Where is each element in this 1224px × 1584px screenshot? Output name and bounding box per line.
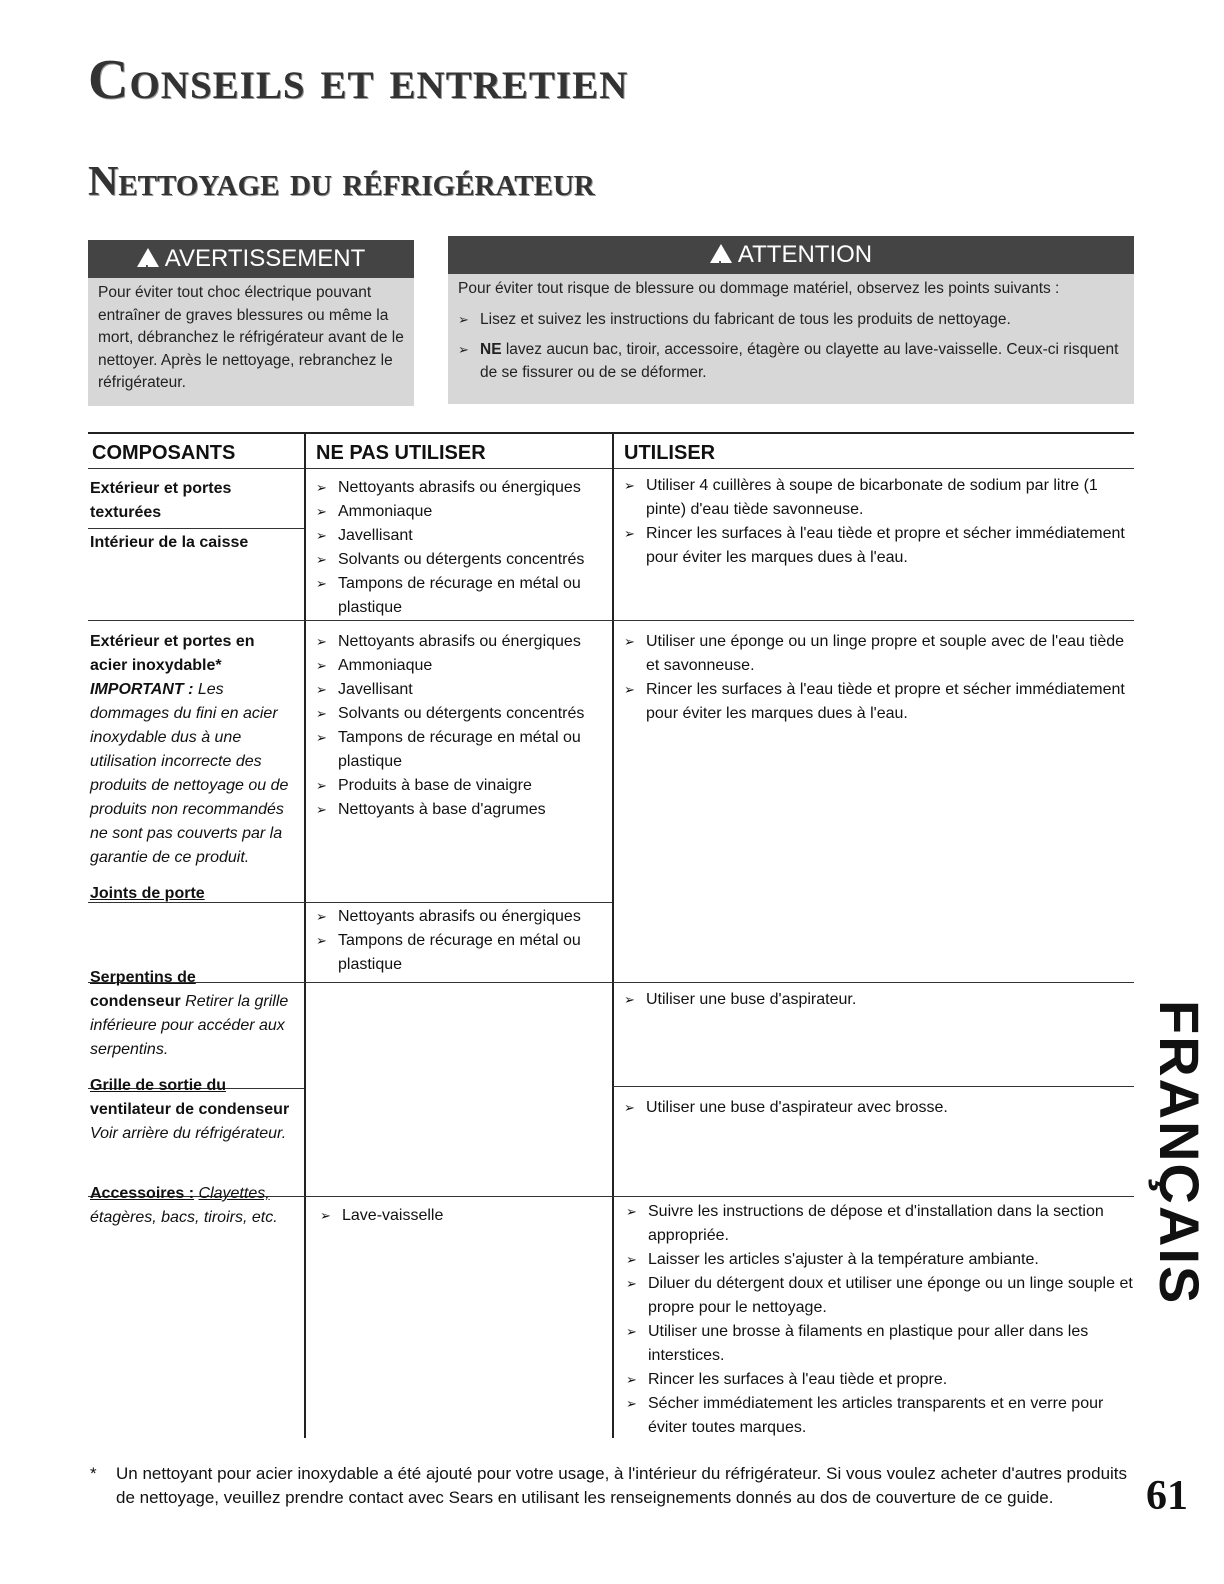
list-item: ➢ Nettoyants à base d'agrumes xyxy=(316,798,601,822)
caution-box xyxy=(448,236,1134,404)
use-list xyxy=(624,1096,1134,1120)
list-item: ➢ Javellisant xyxy=(316,524,601,548)
list-item: ➢ Utiliser une éponge ou un linge propre et souple avec de l'eau tiède et savonneuse. xyxy=(624,630,1134,678)
caution-bullet: ➢ Lisez et suivez les instructions du fabricant de tous les produits de nettoyage. xyxy=(458,309,1124,332)
caution-icon xyxy=(710,244,732,263)
dont-use-list xyxy=(316,476,601,620)
caution-bullet xyxy=(458,339,1124,384)
header-composants: COMPOSANTS xyxy=(92,442,236,464)
component-name-cont: ventilateur de condenseur xyxy=(90,1101,290,1118)
footnote-star: * xyxy=(90,1464,97,1483)
caution-bold-ne: NE xyxy=(480,341,502,358)
important-label: IMPORTANT : xyxy=(90,681,194,698)
list-item: ➢ Produits à base de vinaigre xyxy=(316,774,601,798)
row-rule xyxy=(88,528,304,529)
component-cell xyxy=(90,630,296,870)
component-name: Grille de sortie du xyxy=(90,1077,227,1094)
page-title: Conseils et entretien xyxy=(88,49,629,111)
list-item: ➢ Rincer les surfaces à l'eau tiède et propre et sécher immédiatement pour éviter les marques dues à l'eau. xyxy=(624,678,1134,726)
row-rule xyxy=(612,1086,1134,1087)
component-name-cont: condenseur xyxy=(90,993,181,1010)
list-item: ➢ Tampons de récurage en métal ou plastique xyxy=(316,726,601,774)
component-note: Les dommages du fini en acier inoxydable dus à une utilisation incorrecte des produits de nettoyage ou de produits non recommandés ne sont pas couverts par la garantie de ce produit. xyxy=(90,681,289,866)
component-note: étagères, bacs, tiroirs, etc. xyxy=(90,1209,278,1226)
dont-use-list xyxy=(316,905,601,977)
component-name: Serpentins de xyxy=(90,969,196,986)
column-divider xyxy=(304,434,306,1438)
component-cell: Intérieur de la caisse xyxy=(90,534,249,551)
table-header-rule xyxy=(88,468,1134,469)
page-number: 61 xyxy=(1146,1473,1188,1519)
list-item: ➢ Utiliser 4 cuillères à soupe de bicarbonate de sodium par litre (1 pinte) d'eau tiède savonneuse. xyxy=(624,474,1134,522)
section-title: Nettoyage du réfrigérateur xyxy=(88,159,595,205)
list-item: ➢ Rincer les surfaces à l'eau tiède et propre. xyxy=(626,1368,1134,1392)
dont-use-list xyxy=(320,1204,600,1228)
list-item: ➢ Sécher immédiatement les articles transparents et en verre pour éviter toutes marques. xyxy=(626,1392,1134,1440)
list-item: ➢ Utiliser une brosse à filaments en plastique pour aller dans les interstices. xyxy=(626,1320,1134,1368)
list-item: ➢ Utiliser une buse d'aspirateur. xyxy=(624,988,1134,1012)
header-ne-pas-utiliser: NE PAS UTILISER xyxy=(316,442,486,464)
list-item: ➢ Ammoniaque xyxy=(316,500,601,524)
component-name-italic: Clayettes, xyxy=(198,1185,270,1202)
list-item: ➢ Tampons de récurage en métal ou plastique xyxy=(316,929,601,977)
language-label-text: FRANÇAIS xyxy=(1148,1000,1211,1306)
component-cell xyxy=(90,1182,300,1230)
list-item: ➢ Javellisant xyxy=(316,678,601,702)
header-utiliser: UTILISER xyxy=(624,442,716,464)
list-item: ➢ Solvants ou détergents concentrés xyxy=(316,548,601,572)
list-item: ➢ Nettoyants abrasifs ou énergiques xyxy=(316,905,601,929)
list-item: ➢ Lave-vaisselle xyxy=(320,1204,600,1228)
caution-intro: Pour éviter tout risque de blessure ou dommage matériel, observez les points suivants : xyxy=(458,280,1060,297)
footnote-text: Un nettoyant pour acier inoxydable a été ajouté pour votre usage, à l'intérieur du réfrigérateur. Si vous voulez acheter d'autres produits de nettoyage, veuillez prendre contact avec Sears en utilisant les renseignements donnés au dos de couverture de ce guide. xyxy=(116,1464,1128,1507)
list-item: ➢ Solvants ou détergents concentrés xyxy=(316,702,601,726)
component-cell: Extérieur et portes texturées xyxy=(90,480,232,521)
use-list xyxy=(624,988,1134,1012)
list-item: ➢ Tampons de récurage en métal ou plastique xyxy=(316,572,601,620)
column-divider xyxy=(612,434,614,1438)
list-item: ➢ Nettoyants abrasifs ou énergiques xyxy=(316,630,601,654)
component-name: Accessoires : xyxy=(90,1185,195,1202)
warning-icon xyxy=(137,248,159,267)
warning-heading-bar xyxy=(88,240,414,278)
use-list xyxy=(624,630,1134,726)
use-list xyxy=(626,1200,1134,1440)
list-item: ➢ Ammoniaque xyxy=(316,654,601,678)
footnote xyxy=(90,1462,1130,1510)
caution-bullet-text: lavez aucun bac, tiroir, accessoire, étagère ou clayette au lave-vaisselle. Ceux-ci risquent de se fissurer ou de se déformer. xyxy=(480,341,1119,381)
component-note: Retirer la grille inférieure pour accéder aux serpentins. xyxy=(90,993,289,1058)
component-note: Voir arrière du réfrigérateur. xyxy=(90,1125,287,1142)
component-name: Extérieur et portes en acier inoxydable* xyxy=(90,633,255,674)
language-side-label xyxy=(1148,1000,1216,1306)
use-list xyxy=(624,474,1134,570)
table-top-rule xyxy=(88,432,1134,434)
caution-body xyxy=(448,274,1134,404)
list-item: ➢ Laisser les articles s'ajuster à la température ambiante. xyxy=(626,1248,1134,1272)
list-item: ➢ Rincer les surfaces à l'eau tiède et propre et sécher immédiatement pour éviter les marques dues à l'eau. xyxy=(624,522,1134,570)
dont-use-list xyxy=(316,630,601,822)
component-cell xyxy=(90,966,300,1062)
caution-heading: ATTENTION xyxy=(737,241,873,268)
warning-text: Pour éviter tout choc électrique pouvant entraîner de graves blessures ou même la mort, débranchez le réfrigérateur avant de le nettoyer. Après le nettoyage, rebranchez le réfrigérateur. xyxy=(88,278,414,406)
list-item: ➢ Utiliser une buse d'aspirateur avec brosse. xyxy=(624,1096,1134,1120)
component-name: Joints de porte xyxy=(90,885,205,902)
list-item: ➢ Nettoyants abrasifs ou énergiques xyxy=(316,476,601,500)
caution-heading-bar xyxy=(448,236,1134,274)
warning-heading: AVERTISSEMENT xyxy=(164,245,366,272)
list-item: ➢ Suivre les instructions de dépose et d'installation dans la section appropriée. xyxy=(626,1200,1134,1248)
warning-box xyxy=(88,240,414,406)
component-cell xyxy=(90,1074,300,1146)
row-rule xyxy=(88,620,1134,621)
list-item: ➢ Diluer du détergent doux et utiliser une éponge ou un linge souple et propre pour le nettoyage. xyxy=(626,1272,1134,1320)
